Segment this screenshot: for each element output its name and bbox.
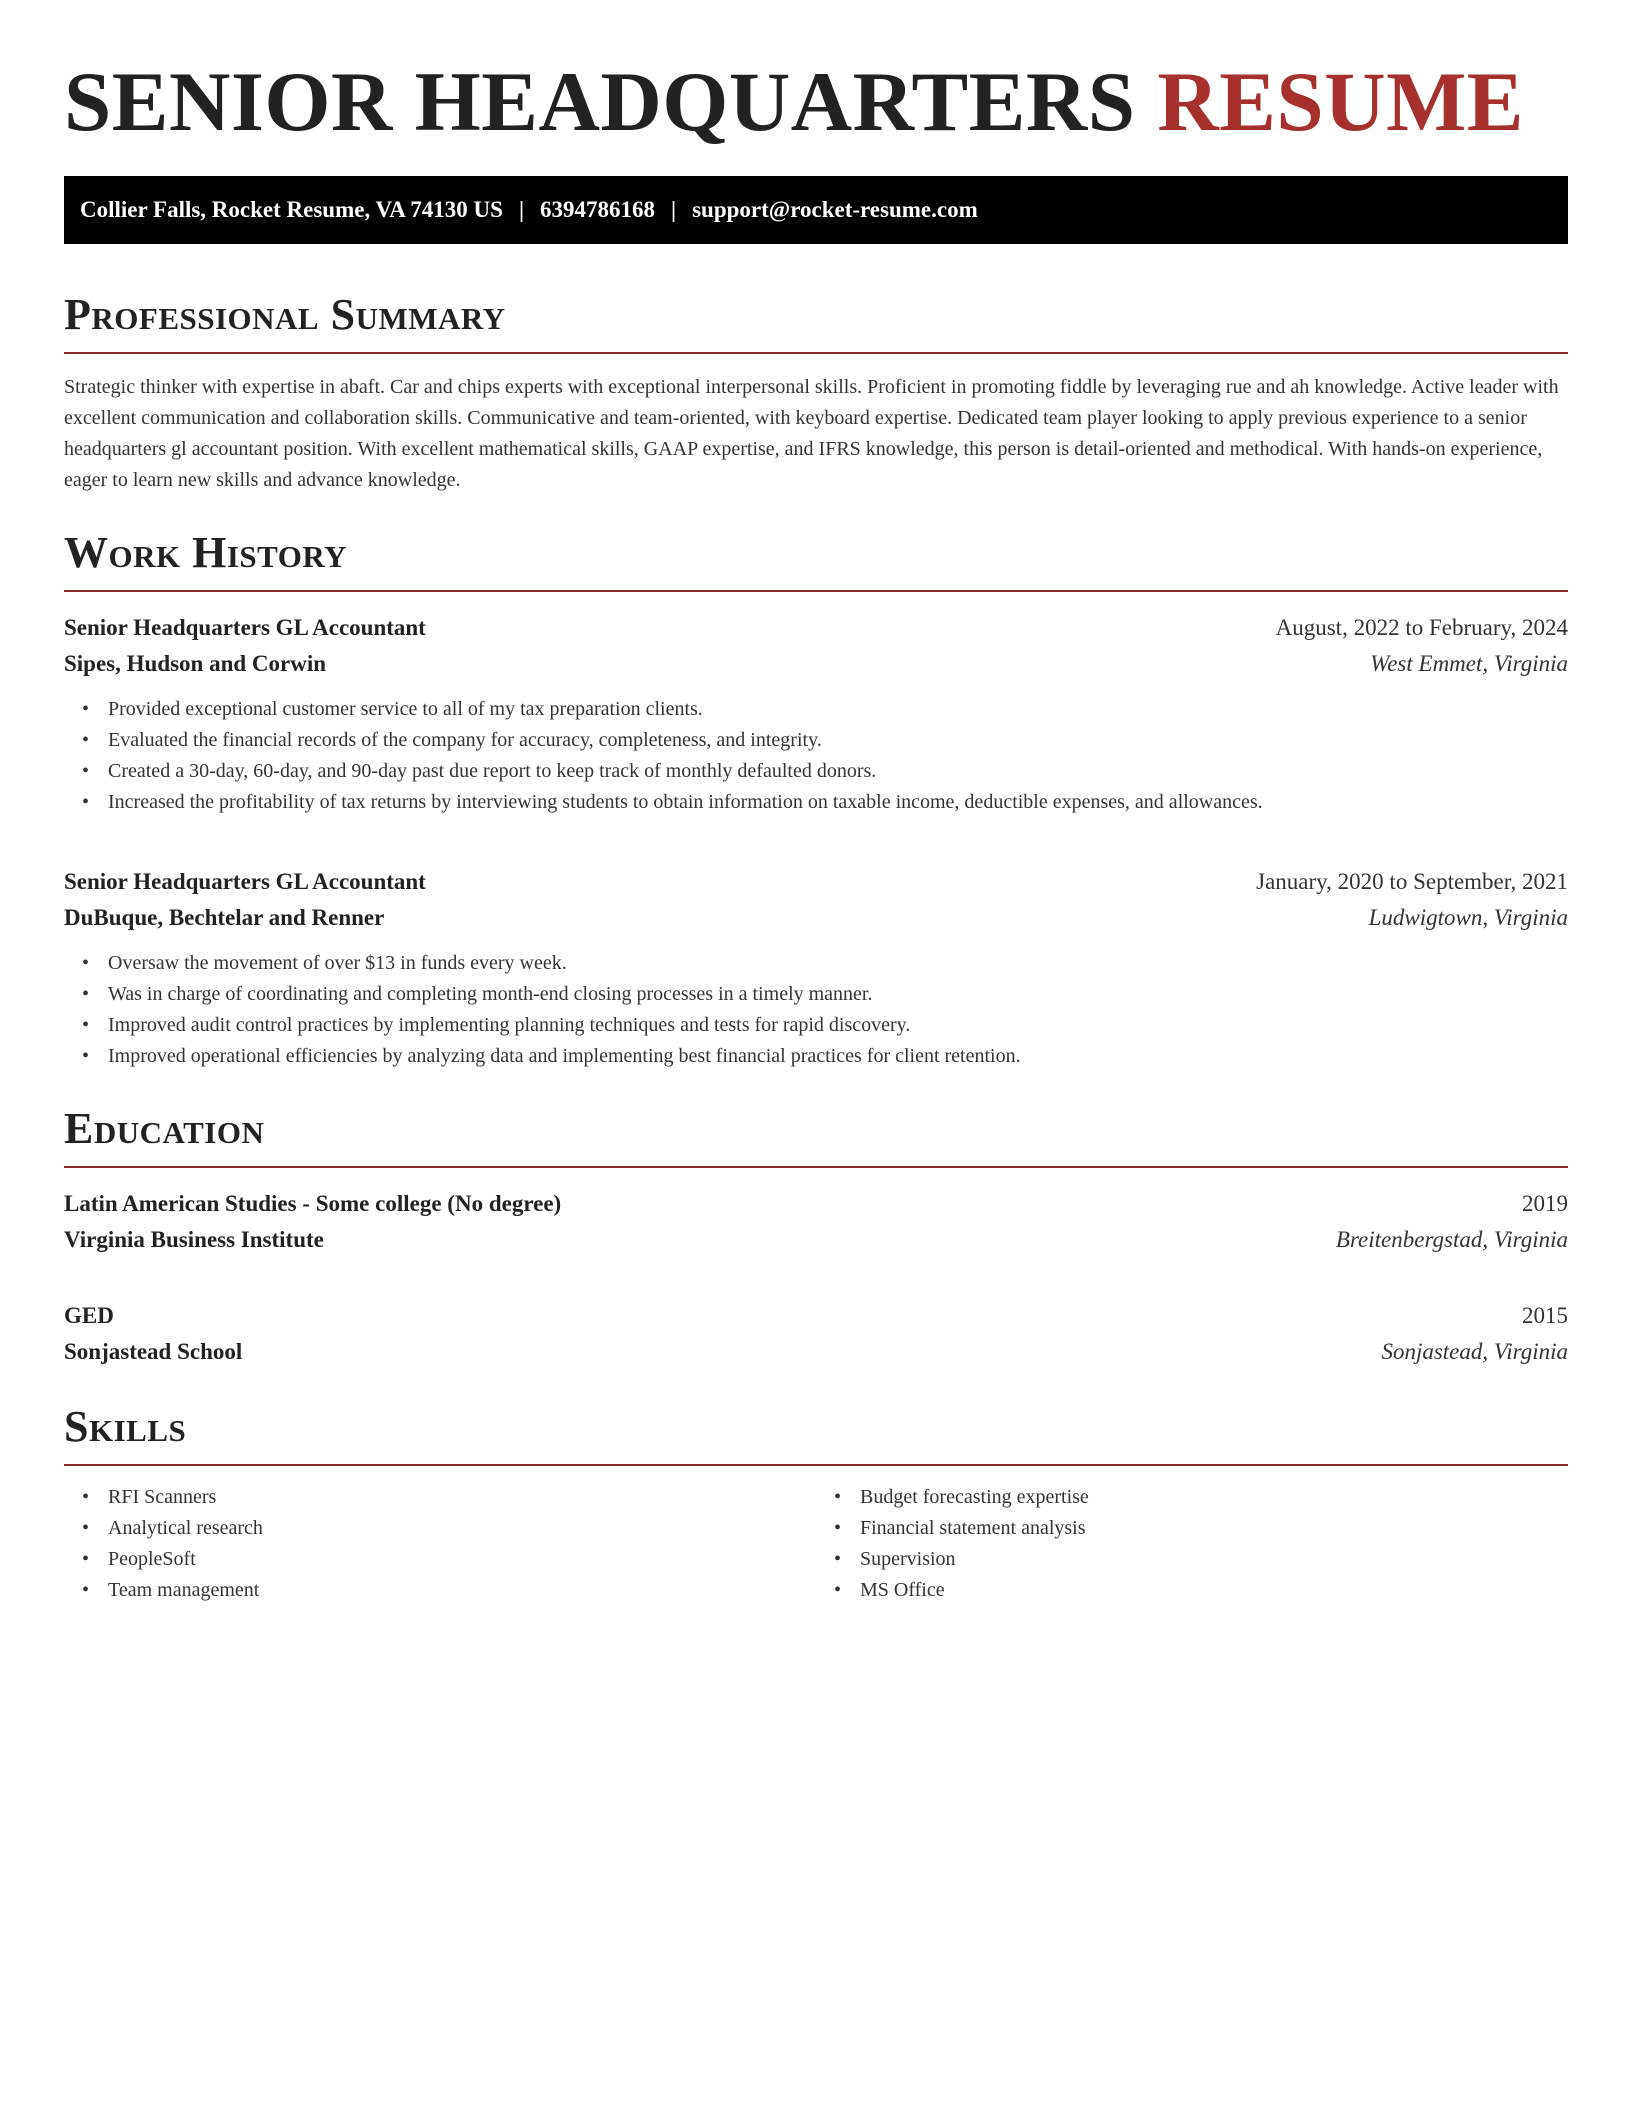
contact-address: Collier Falls, Rocket Resume, VA 74130 US [80, 197, 503, 222]
education-header-row [64, 1186, 1568, 1222]
job-bullet: • Oversaw the movement of over $13 in funds every week. [82, 948, 1568, 979]
section-heading-summary: Professional Summary [64, 290, 506, 339]
skills-section [64, 1400, 1568, 1606]
skills-columns [64, 1482, 1568, 1606]
skill-item: • RFI Scanners [82, 1482, 816, 1513]
skill-item: • MS Office [834, 1575, 1568, 1606]
job-bullet: • Increased the profitability of tax returns by interviewing students to obtain information on taxable income, deductible expenses, and allowances. [82, 787, 1568, 818]
job-bullet: • Evaluated the financial records of the company for accuracy, completeness, and integrity. [82, 725, 1568, 756]
section-heading-skills: Skills [64, 1402, 187, 1451]
skills-column-right [816, 1482, 1568, 1606]
job-title: Senior Headquarters GL Accountant [64, 869, 426, 894]
education-degree: Latin American Studies - Some college (No degree) [64, 1191, 562, 1216]
skill-item: • Analytical research [82, 1513, 816, 1544]
summary-section [64, 288, 1568, 496]
job-entry [64, 864, 1568, 1072]
contact-bar [64, 176, 1568, 244]
job-location: West Emmet, Virginia [1370, 651, 1568, 676]
job-bullet: • Improved audit control practices by implementing planning techniques and tests for rapid discovery. [82, 1010, 1568, 1041]
education-degree: GED [64, 1303, 114, 1328]
section-divider [64, 1166, 1568, 1168]
skill-item: • Financial statement analysis [834, 1513, 1568, 1544]
job-entry [64, 610, 1568, 818]
education-school-row [64, 1222, 1568, 1258]
job-company: DuBuque, Bechtelar and Renner [64, 905, 385, 930]
job-header-row [64, 610, 1568, 646]
job-location: Ludwigtown, Virginia [1368, 905, 1568, 930]
job-bullet: • Improved operational efficiencies by analyzing data and implementing best financial practices for client retention. [82, 1041, 1568, 1072]
education-entry [64, 1186, 1568, 1258]
education-location: Breitenbergstad, Virginia [1335, 1227, 1568, 1252]
job-company-row [64, 900, 1568, 936]
contact-email: support@rocket-resume.com [692, 197, 978, 222]
job-company: Sipes, Hudson and Corwin [64, 651, 327, 676]
skill-item: • Team management [82, 1575, 816, 1606]
title-accent: RESUME [1157, 55, 1525, 149]
section-divider [64, 352, 1568, 354]
education-location: Sonjastead, Virginia [1381, 1339, 1568, 1364]
section-heading-education: Education [64, 1104, 265, 1153]
job-bullet: • Created a 30-day, 60-day, and 90-day past due report to keep track of monthly defaulted donors. [82, 756, 1568, 787]
job-title: Senior Headquarters GL Accountant [64, 615, 426, 640]
title-main: SENIOR HEADQUARTERS [64, 55, 1136, 149]
summary-text: Strategic thinker with expertise in abaft. Car and chips experts with exceptional interpersonal skills. Proficient in promoting fiddle by leveraging rue and ah knowledge. Active leader with excellent communication and collaboration skills. Communicative and team-oriented, with keyboard expertise. Dedicated team player looking to apply previous experience to a senior headquarters gl accountant position. With excellent mathematical skills, GAAP expertise, and IFRS knowledge, this person is detail-oriented and methodical. With hands-on experience, eager to learn new skills and advance knowledge. [64, 376, 1559, 491]
contact-separator: | [671, 197, 677, 222]
skills-list [64, 1482, 816, 1606]
job-header-row [64, 864, 1568, 900]
section-divider [64, 1464, 1568, 1466]
section-heading-work: Work History [64, 528, 348, 577]
education-section [64, 1102, 1568, 1370]
job-dates: January, 2020 to September, 2021 [1256, 869, 1568, 894]
education-school-row [64, 1334, 1568, 1370]
contact-phone: 6394786168 [540, 197, 656, 222]
contact-separator: | [518, 197, 525, 222]
skills-column-left [64, 1482, 816, 1606]
job-dates: August, 2022 to February, 2024 [1275, 615, 1568, 640]
job-bullet: • Was in charge of coordinating and completing month-end closing processes in a timely manner. [82, 979, 1568, 1010]
section-divider [64, 590, 1568, 592]
job-bullets [64, 694, 1568, 818]
resume-title [64, 52, 1568, 152]
education-entry [64, 1298, 1568, 1370]
job-bullet: • Provided exceptional customer service to all of my tax preparation clients. [82, 694, 1568, 725]
education-school: Sonjastead School [64, 1339, 243, 1364]
skills-list [816, 1482, 1568, 1606]
education-year: 2019 [1522, 1191, 1568, 1216]
skill-item: • Budget forecasting expertise [834, 1482, 1568, 1513]
work-section [64, 526, 1568, 1072]
education-year: 2015 [1522, 1303, 1568, 1328]
education-school: Virginia Business Institute [64, 1227, 324, 1252]
skill-item: • PeopleSoft [82, 1544, 816, 1575]
job-company-row [64, 646, 1568, 682]
job-bullets [64, 948, 1568, 1072]
education-header-row [64, 1298, 1568, 1334]
skill-item: • Supervision [834, 1544, 1568, 1575]
